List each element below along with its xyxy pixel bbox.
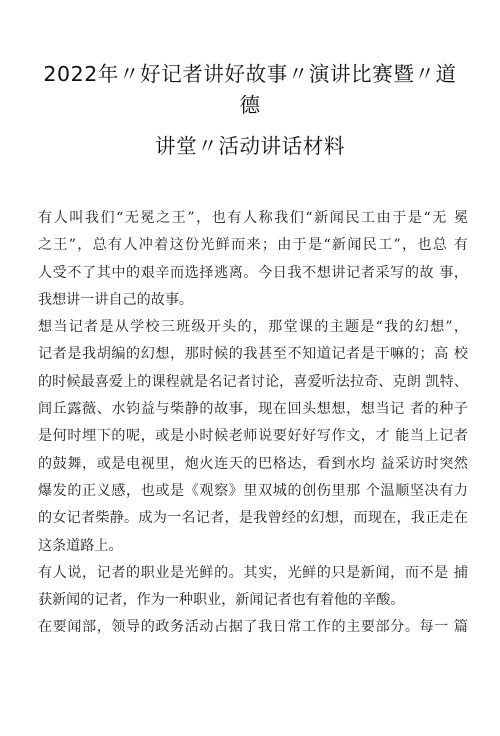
document-title-line-1: 2022年〃好记者讲好故事〃演讲比赛暨〃道 xyxy=(43,62,457,86)
body-line: 的鼓舞，或是电视里，炮火连天的巴格达，看到水均 益采访时突然 xyxy=(38,455,468,472)
body-line: 记者是我胡编的幻想，那时候的我甚至不知道记者是干嘛的；高 校 xyxy=(38,346,468,363)
body-line: 在要闻部，领导的政务活动占据了我日常工作的主要部分。每一 篇 xyxy=(38,619,468,636)
body-line: 人受不了其中的艰辛而选择逃离。今日我不想讲记者采写的故 事， xyxy=(38,264,468,281)
body-line: 之王”，总有人冲着这份光鲜而来；由于是“新闻民工”，也总 有 xyxy=(38,237,468,254)
body-line: 我想讲一讲自己的故事。 xyxy=(38,291,194,308)
document-title-line-3: 讲堂〃活动讲话材料 xyxy=(155,134,345,158)
document-title-line-2: 德 xyxy=(239,93,261,117)
body-line: 的时候最喜爱上的课程就是名记者讨论，喜爱听法拉奇、克朗 凯特、 xyxy=(38,373,468,390)
body-line: 的女记者柴静。成为一名记者，是我曾经的幻想，而现在，我正走在 xyxy=(38,510,468,527)
body-line: 有人说，记者的职业是光鲜的。其实，光鲜的只是新闻，而不是 捕 xyxy=(38,564,468,581)
body-line: 闾丘露薇、水钧益与柴静的故事，现在回头想想，想当记 者的种子 xyxy=(38,401,468,418)
body-line: 爆发的正义感，也或是《观察》里双城的创伤里那 个温顺坚决有力 xyxy=(38,482,468,499)
body-line: 想当记者是从学校三班级开头的，那堂课的主题是“我的幻想”， xyxy=(38,319,468,336)
body-line: 这条道路上。 xyxy=(38,537,123,554)
body-line: 获新闻的记者，作为一种职业，新闻记者也有着他的辛酸。 xyxy=(38,592,405,609)
body-line: 是何时埋下的呢，或是小时候老师说要好好写作文，才 能当上记者 xyxy=(38,428,468,445)
body-line: 有人叫我们“无冕之王”，也有人称我们“新闻民工由于是“无 冕 xyxy=(38,210,468,226)
document-body xyxy=(38,205,468,642)
